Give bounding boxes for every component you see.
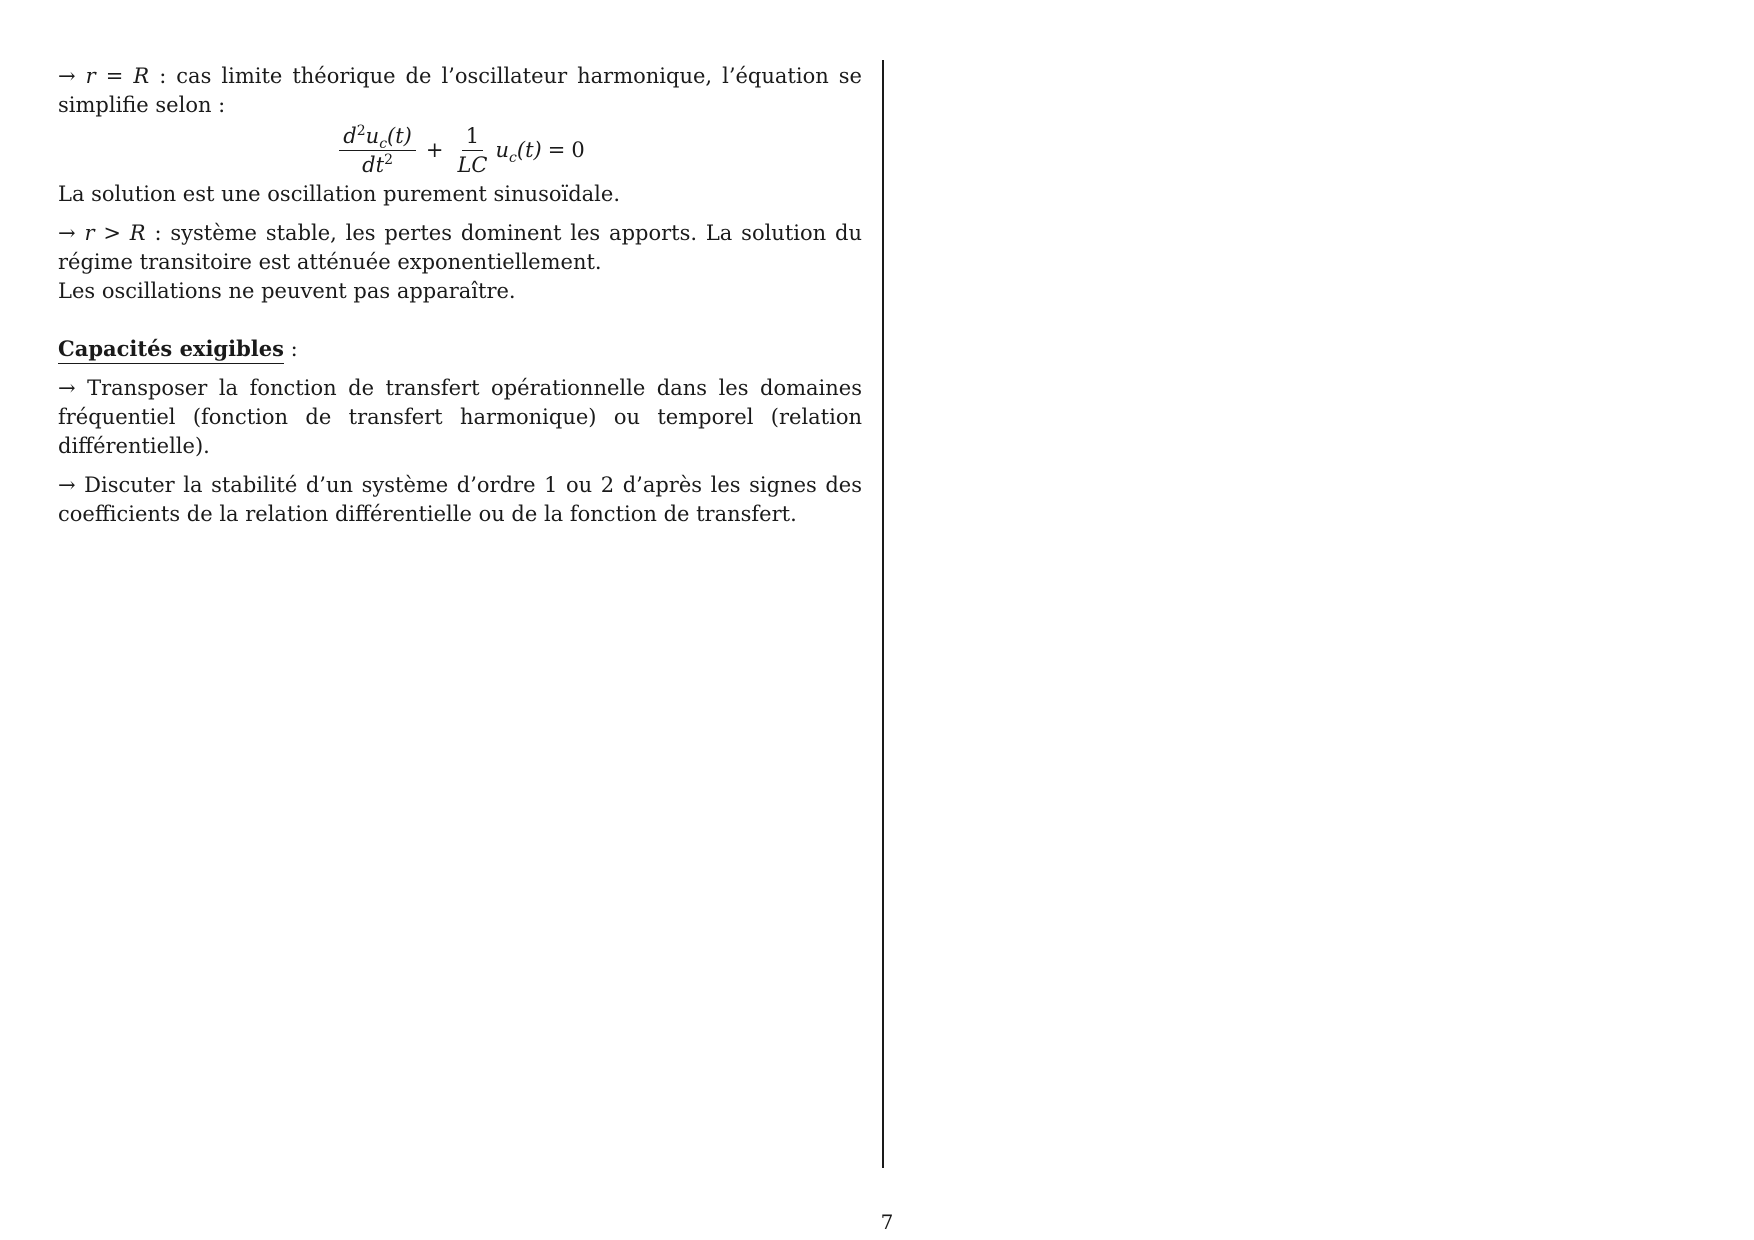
section-heading: Capacités exigibles : xyxy=(58,334,862,364)
heading-capacites-exigibles: Capacités exigibles xyxy=(58,336,284,364)
arrow-icon: → xyxy=(58,221,76,245)
left-column xyxy=(58,62,862,529)
no-oscillation-text: Les oscillations ne peuvent pas apparaître. xyxy=(58,279,516,303)
page-number: 7 xyxy=(880,1210,894,1234)
arrow-icon: → xyxy=(58,64,76,88)
inverse-lc-fraction: $\frac{1}{LC}$ xyxy=(457,123,488,177)
case-r-equals-R: → r = R : cas limite théorique de l’oscillateur harmonique, l’équation se simplifie selon : xyxy=(58,64,862,117)
differential-equation: $\frac{d^2u_c(t)}{dt^2}$ + $\frac{1}{LC}$ $u_c(t)$ = 0 xyxy=(58,120,862,180)
uc-term: $u_c(t)$ xyxy=(495,137,542,166)
capacity-item: → Discuter la stabilité d’un système d’ordre 1 ou 2 d’après les signes des coefficients de la relation différentielle ou de la fonction de transfert. xyxy=(58,473,862,526)
column-divider xyxy=(882,60,884,1168)
capacity-item: → Transposer la fonction de transfert opérationnelle dans les domaines fréquentiel (fonction de transfert harmonique) ou temporel (relation différentielle). xyxy=(58,376,862,458)
second-derivative-fraction: $\frac{d^2u_c(t)}{dt^2}$ xyxy=(339,123,416,178)
case-r-greater-R: → r > R : système stable, les pertes dominent les apports. La solution du régime transitoire est atténuée exponentiellement. xyxy=(58,221,862,274)
sinusoidal-solution-text: La solution est une oscillation purement sinusoïdale. xyxy=(58,182,620,206)
